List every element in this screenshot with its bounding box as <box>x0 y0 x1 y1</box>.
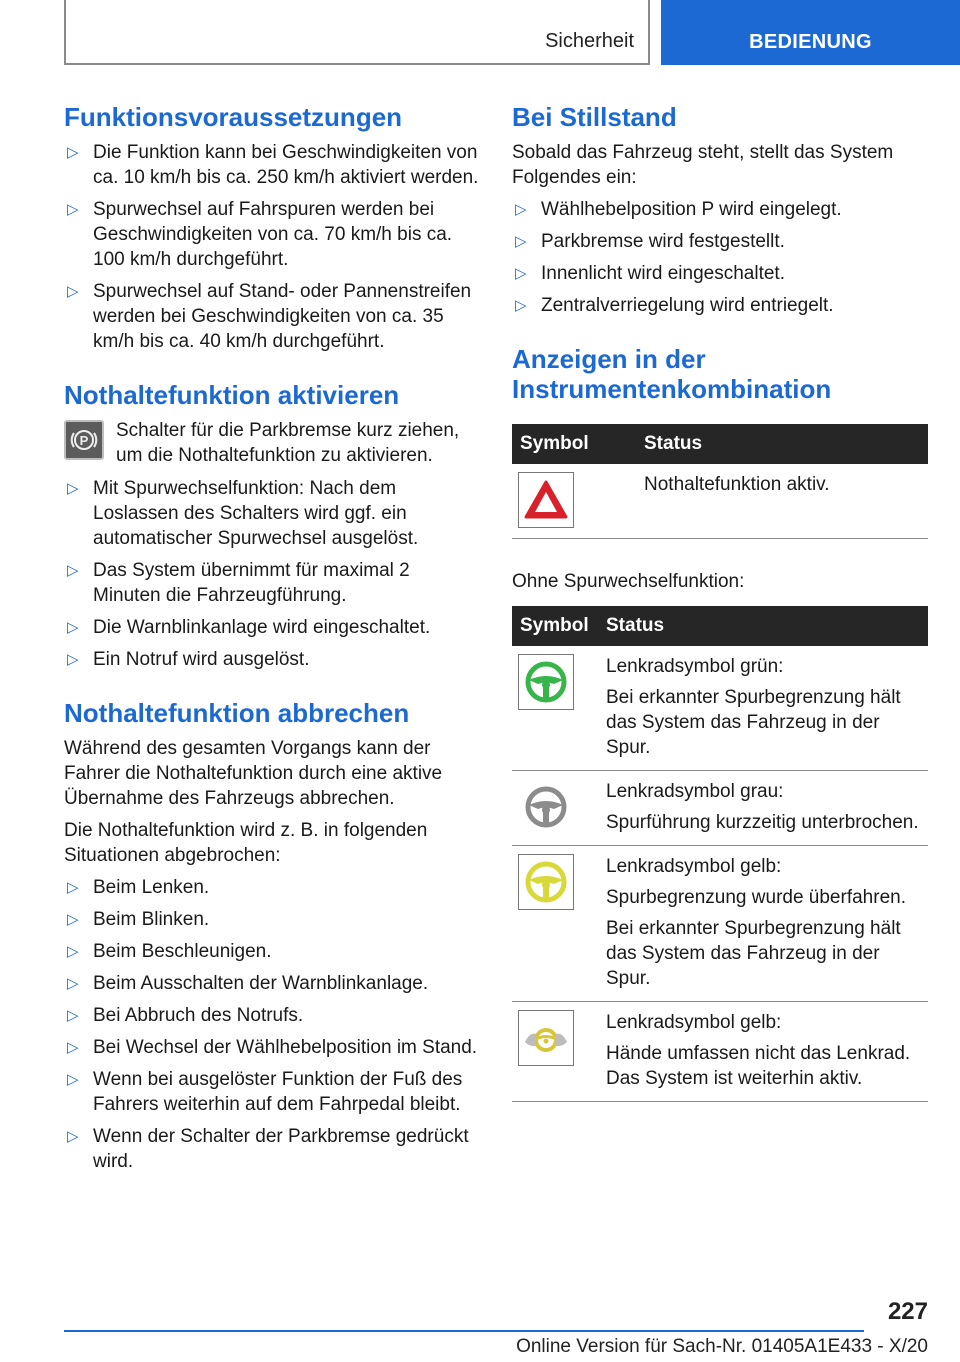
list-item-text: Innenlicht wird eingeschaltet. <box>541 263 785 284</box>
status-text: Lenkradsymbol grün: <box>606 656 784 677</box>
requirements-list <box>64 140 482 354</box>
triangle-bullet-icon: ▷ <box>67 975 79 992</box>
list-item-text: Ein Notruf wird ausgelöst. <box>93 649 310 670</box>
footer-text: Online Version für Sach-Nr. 01405A1E433 - X/20 <box>516 1336 928 1357</box>
right-column <box>512 102 928 1132</box>
list-item <box>64 1124 482 1174</box>
paragraph: Die Nothaltefunktion wird z. B. in folgenden Situationen abgebrochen: <box>64 820 428 866</box>
heading-bei-stillstand: Bei Stillstand <box>512 102 677 132</box>
section-tab <box>64 0 650 65</box>
list-item <box>64 1067 482 1117</box>
triangle-bullet-icon: ▷ <box>67 619 79 636</box>
left-column <box>64 102 482 1181</box>
triangle-bullet-icon: ▷ <box>67 943 79 960</box>
table-row <box>512 771 928 846</box>
list-item-text: Die Warnblinkanlage wird eingeschaltet. <box>93 617 431 638</box>
status-text: Nothaltefunktion aktiv. <box>644 474 830 495</box>
paragraph: Während des gesamten Vorgangs kann der Fahrer die Nothaltefunktion durch eine aktive Übernahme des Fahrzeugs abbrechen. <box>64 738 443 809</box>
parking-brake-instruction <box>64 418 482 468</box>
triangle-bullet-icon: ▷ <box>67 911 79 928</box>
heading-funktionsvoraussetzungen: Funktionsvoraussetzungen <box>64 102 403 132</box>
col-status-header: Status <box>636 424 928 464</box>
page-header <box>0 0 960 66</box>
warning-triangle-icon <box>518 472 574 528</box>
list-item <box>64 875 482 900</box>
table-row <box>512 1002 928 1102</box>
list-item <box>64 1003 482 1028</box>
list-item-text: Parkbremse wird festgestellt. <box>541 231 785 252</box>
triangle-bullet-icon: ▷ <box>67 480 79 497</box>
steering-wheel-grey-icon <box>518 779 574 835</box>
list-item-text: Spurwechsel auf Stand- oder Pannenstreifen werden bei Geschwindigkeiten von ca. 35 km/h bis ca. 40 km/h durchgeführt. <box>93 281 472 352</box>
steering-wheel-green-icon <box>518 654 574 710</box>
list-item <box>512 229 928 254</box>
list-item-text: Beim Beschleunigen. <box>93 941 272 962</box>
standstill-list <box>512 197 928 318</box>
paragraph: Sobald das Fahrzeug steht, stellt das System Folgendes ein: <box>512 142 894 188</box>
status-text: Bei erkannter Spurbegrenzung hält das System das Fahrzeug in der Spur. <box>606 687 901 758</box>
hands-on-wheel-yellow-icon <box>518 1010 574 1066</box>
instruction-text: Schalter für die Parkbremse kurz ziehen, um die Nothaltefunktion zu aktivieren. <box>116 420 460 466</box>
list-item <box>512 293 928 318</box>
list-item-text: Bei Wechsel der Wählhebelposition im Stand. <box>93 1037 478 1058</box>
triangle-bullet-icon: ▷ <box>67 879 79 896</box>
triangle-bullet-icon: ▷ <box>67 562 79 579</box>
list-item <box>64 647 482 672</box>
list-item <box>512 261 928 286</box>
list-item <box>64 279 482 354</box>
table-row <box>512 646 928 771</box>
list-item-text: Beim Lenken. <box>93 877 210 898</box>
list-item-text: Bei Abbruch des Notrufs. <box>93 1005 304 1026</box>
list-item-text: Beim Ausschalten der Warnblinkanlage. <box>93 973 429 994</box>
list-item-text: Wählhebelposition P wird eingelegt. <box>541 199 842 220</box>
list-item-text: Wenn bei ausgelöster Funktion der Fuß des Fahrers weiterhin auf dem Fahrpedal bleibt. <box>93 1069 463 1115</box>
heading-nothaltefunktion-aktivieren: Nothaltefunktion aktivieren <box>64 380 400 410</box>
page-number: 227 <box>887 1298 928 1325</box>
list-item <box>512 197 928 222</box>
status-text: Hände umfassen nicht das Lenkrad. Das System ist weiterhin aktiv. <box>606 1043 911 1089</box>
list-item <box>64 1035 482 1060</box>
section-title: Sicherheit <box>545 30 634 52</box>
triangle-bullet-icon: ▷ <box>67 283 79 300</box>
heading-nothaltefunktion-abbrechen: Nothaltefunktion abbrechen <box>64 698 410 728</box>
triangle-bullet-icon: ▷ <box>67 1071 79 1088</box>
status-table-1 <box>512 424 928 539</box>
activation-list <box>64 476 482 672</box>
col-symbol-header: Symbol <box>512 424 636 464</box>
status-text: Lenkradsymbol gelb: <box>606 1012 782 1033</box>
status-text: Bei erkannter Spurbegrenzung hält das System das Fahrzeug in der Spur. <box>606 918 901 989</box>
triangle-bullet-icon: ▷ <box>515 297 527 314</box>
triangle-bullet-icon: ▷ <box>67 651 79 668</box>
list-item <box>64 140 482 190</box>
status-text: Lenkradsymbol gelb: <box>606 856 782 877</box>
cancel-situations-list <box>64 875 482 1174</box>
paragraph: Ohne Spurwechselfunktion: <box>512 571 745 592</box>
list-item <box>64 907 482 932</box>
table-header-row <box>512 606 928 646</box>
list-item-text: Die Funktion kann bei Geschwindigkeiten von ca. 10 km/h bis ca. 250 km/h aktiviert werden. <box>93 142 479 188</box>
steering-wheel-yellow-icon <box>518 854 574 910</box>
status-table-2 <box>512 606 928 1102</box>
list-item <box>64 939 482 964</box>
list-item-text: Zentralverriegelung wird entriegelt. <box>541 295 834 316</box>
list-item <box>64 476 482 551</box>
list-item <box>64 971 482 996</box>
list-item <box>64 615 482 640</box>
footer-divider <box>64 1330 864 1332</box>
table-row <box>512 846 928 1002</box>
triangle-bullet-icon: ▷ <box>67 201 79 218</box>
list-item-text: Beim Blinken. <box>93 909 210 930</box>
col-status-header: Status <box>598 606 928 646</box>
status-text: Spurbegrenzung wurde überfahren. <box>606 887 906 908</box>
parking-brake-icon <box>64 420 104 460</box>
list-item <box>64 558 482 608</box>
triangle-bullet-icon: ▷ <box>515 201 527 218</box>
heading-anzeigen: Anzeigen in der Instrumentenkombination <box>512 344 832 404</box>
col-symbol-header: Symbol <box>512 606 598 646</box>
status-text: Spurführung kurzzeitig unterbrochen. <box>606 812 919 833</box>
triangle-bullet-icon: ▷ <box>67 144 79 161</box>
triangle-bullet-icon: ▷ <box>67 1039 79 1056</box>
triangle-bullet-icon: ▷ <box>515 233 527 250</box>
list-item-text: Wenn der Schalter der Parkbremse gedrückt wird. <box>93 1126 469 1172</box>
list-item-text: Mit Spurwechselfunktion: Nach dem Loslassen des Schalters wird ggf. ein automatischer Spurwechsel ausgelöst. <box>93 478 419 549</box>
list-item-text: Spurwechsel auf Fahrspuren werden bei Geschwindigkeiten von ca. 70 km/h bis ca. 100 km/h durchgeführt. <box>93 199 453 270</box>
triangle-bullet-icon: ▷ <box>515 265 527 282</box>
table-header-row <box>512 424 928 464</box>
triangle-bullet-icon: ▷ <box>67 1128 79 1145</box>
list-item <box>64 197 482 272</box>
chapter-tab: BEDIENUNG <box>661 0 960 65</box>
table-row <box>512 464 928 539</box>
triangle-bullet-icon: ▷ <box>67 1007 79 1024</box>
list-item-text: Das System übernimmt für maximal 2 Minuten die Fahrzeugführung. <box>93 560 410 606</box>
status-text: Lenkradsymbol grau: <box>606 781 784 802</box>
svg-text:P: P <box>79 433 89 448</box>
